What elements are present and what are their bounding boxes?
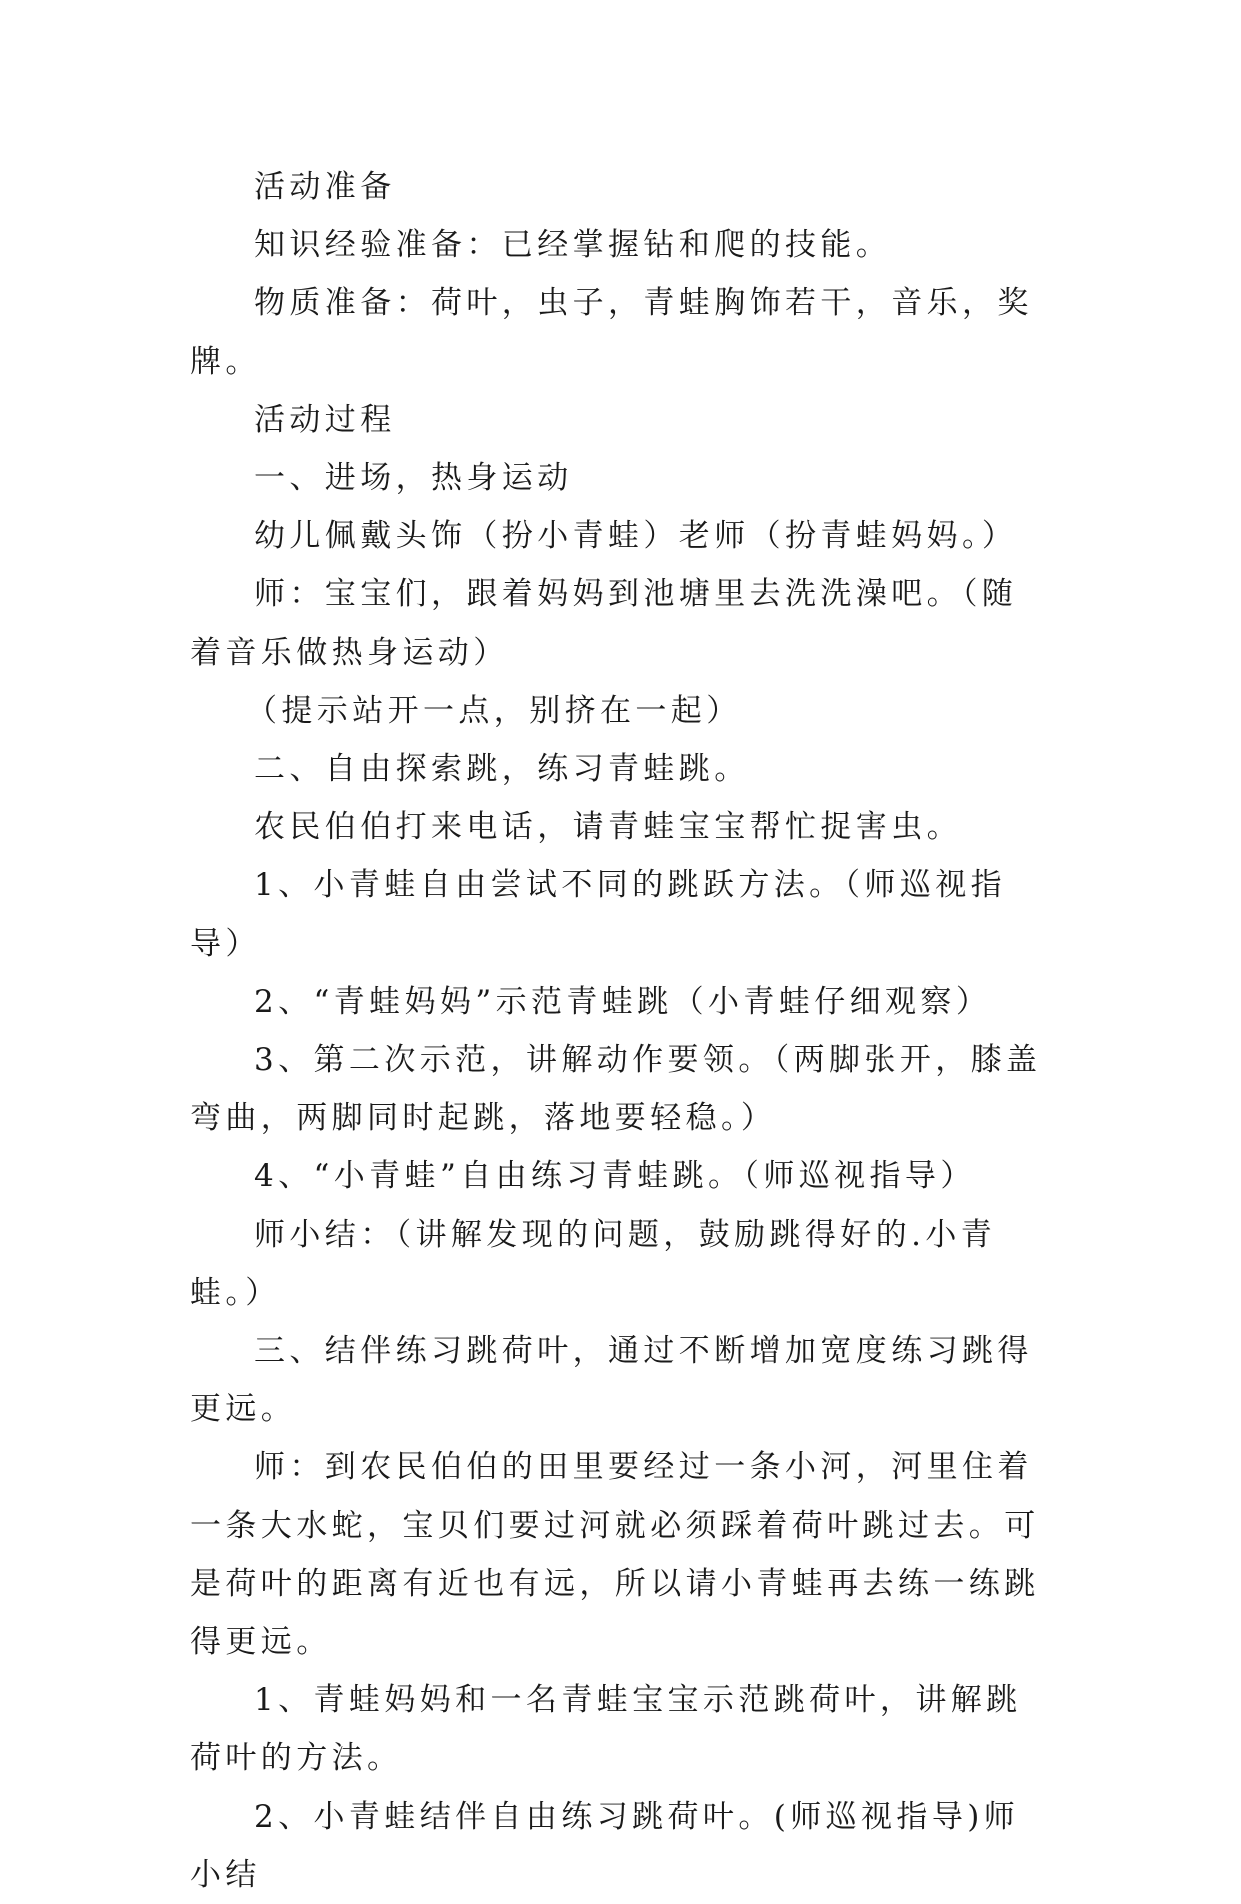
paragraph-material-prep: 物质准备：荷叶，虫子，青蛙胸饰若干，音乐，奖牌。 — [190, 285, 1033, 380]
step-heading-1: 一、进场，热身运动 — [254, 460, 573, 497]
list-item: 1、小青蛙自由尝试不同的跳跃方法。（师巡视指导） — [190, 867, 1007, 962]
paragraph: 农民伯伯打来电话，请青蛙宝宝帮忙捉害虫。 — [254, 809, 962, 846]
paragraph: （提示站开一点，别挤在一起） — [246, 692, 742, 729]
list-item: 2、小青蛙结伴自由练习跳荷叶。(师巡视指导)师小结 — [190, 1798, 1020, 1893]
paragraph: 师小结：（讲解发现的问题，鼓励跳得好的.小青蛙。） — [190, 1216, 997, 1311]
section-heading-preparation: 活动准备 — [254, 169, 396, 205]
list-item: 3、第二次示范，讲解动作要领。（两脚张开，膝盖弯曲，两脚同时起跳，落地要轻稳。） — [190, 1042, 1042, 1137]
paragraph: 师：宝宝们，跟着妈妈到池塘里去洗洗澡吧。（随着音乐做热身运动） — [190, 576, 1018, 671]
paragraph: 幼儿佩戴头饰（扮小青蛙）老师（扮青蛙妈妈。） — [254, 518, 1018, 555]
section-heading-process: 活动过程 — [254, 401, 396, 438]
step-heading-3: 三、结伴练习跳荷叶，通过不断增加宽度练习跳得更远。 — [190, 1333, 1033, 1428]
document-body — [190, 158, 1050, 1904]
list-item: 4、“小青蛙”自由练习青蛙跳。（师巡视指导） — [254, 1158, 976, 1195]
list-item: 2、“青蛙妈妈”示范青蛙跳（小青蛙仔细观察） — [254, 983, 992, 1020]
paragraph-knowledge-prep: 知识经验准备：已经掌握钻和爬的技能。 — [254, 227, 892, 264]
list-item: 1、青蛙妈妈和一名青蛙宝宝示范跳荷叶，讲解跳荷叶的方法。 — [190, 1682, 1022, 1777]
step-heading-2: 二、自由探索跳，练习青蛙跳。 — [254, 751, 750, 788]
paragraph: 师：到农民伯伯的田里要经过一条小河，河里住着一条大水蛇，宝贝们要过河就必须踩着荷叶跳过去。可是荷叶的距离有近也有远，所以请小青蛙再去练一练跳得更远。 — [190, 1449, 1040, 1661]
